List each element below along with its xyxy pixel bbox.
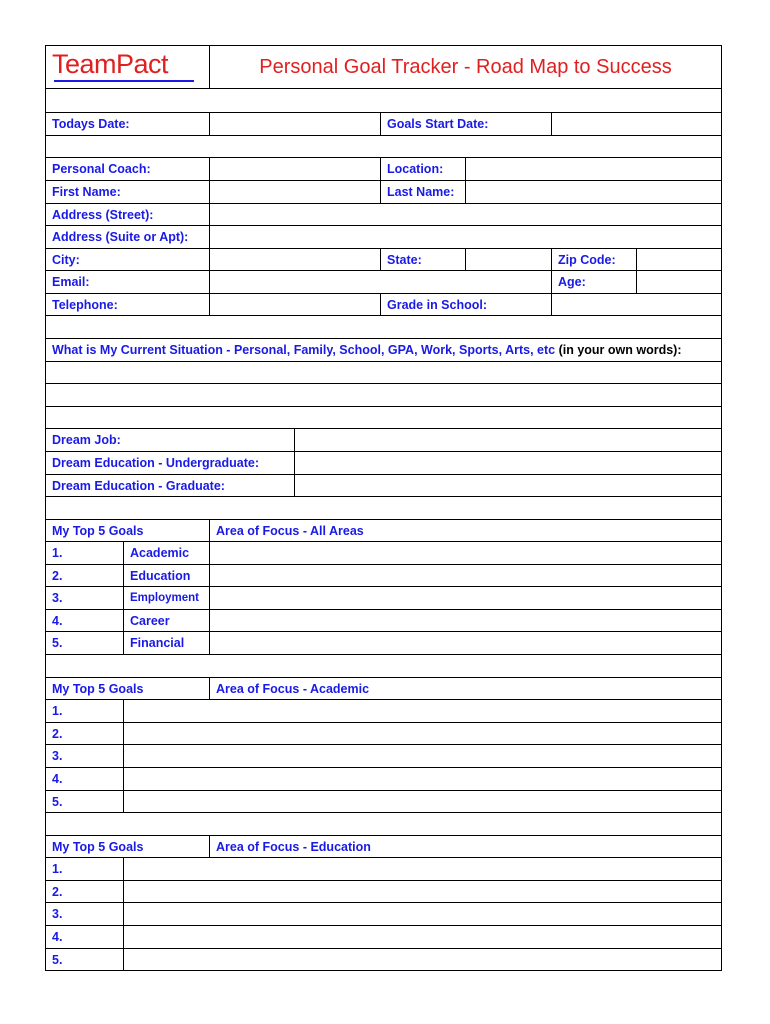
goals-academic-row	[46, 723, 721, 745]
goal-number: 3.	[46, 587, 124, 609]
name-row	[46, 181, 721, 204]
goal-field[interactable]	[124, 768, 721, 790]
goal-number: 5.	[46, 632, 124, 654]
personal-coach-field[interactable]	[210, 158, 381, 180]
spacer-row	[46, 136, 721, 158]
goals-start-date-label: Goals Start Date:	[381, 113, 552, 135]
goals-all-row	[46, 565, 721, 587]
last-name-label: Last Name:	[381, 181, 466, 203]
goals-education-heading: My Top 5 Goals	[46, 836, 210, 857]
situation-answer-line-1[interactable]	[46, 362, 721, 384]
goals-education-focus: Area of Focus - Education	[216, 839, 371, 854]
goal-area: Financial	[124, 632, 210, 654]
address-street-label: Address (Street):	[46, 204, 210, 225]
spacer-row	[46, 316, 721, 339]
spacer-row	[46, 89, 721, 113]
situation-note: (in your own words):	[558, 343, 682, 357]
email-row	[46, 271, 721, 294]
dream-undergrad-field[interactable]	[295, 452, 721, 474]
coach-row	[46, 158, 721, 181]
address-suite-field[interactable]	[210, 226, 721, 248]
goal-field[interactable]	[124, 700, 721, 722]
goals-academic-heading: My Top 5 Goals	[46, 678, 210, 699]
dream-graduate-label: Dream Education - Graduate:	[46, 475, 295, 496]
goal-number: 1.	[46, 542, 124, 564]
goal-field[interactable]	[124, 926, 721, 948]
goals-all-row	[46, 632, 721, 655]
teampact-logo	[46, 46, 210, 89]
age-field[interactable]	[637, 271, 721, 293]
goal-field[interactable]	[210, 632, 721, 654]
address-suite-row	[46, 226, 721, 249]
location-field[interactable]	[466, 158, 721, 180]
dream-undergrad-label: Dream Education - Undergraduate:	[46, 452, 295, 474]
goal-field[interactable]	[210, 587, 721, 609]
dream-graduate-field[interactable]	[295, 475, 721, 496]
logo-text: TeamPact	[52, 49, 169, 79]
email-field[interactable]	[210, 271, 552, 293]
goal-number: 2.	[46, 881, 124, 902]
goal-number: 2.	[46, 723, 124, 744]
address-suite-label: Address (Suite or Apt):	[46, 226, 210, 248]
grade-in-school-label: Grade in School:	[381, 294, 552, 315]
goal-area: Employment	[124, 587, 210, 609]
goal-tracker-form	[45, 45, 722, 971]
goal-number: 4.	[46, 768, 124, 790]
spacer-row	[46, 655, 721, 678]
goal-area: Academic	[124, 542, 210, 564]
goal-number: 4.	[46, 926, 124, 948]
state-label: State:	[381, 249, 466, 270]
todays-date-field[interactable]	[210, 113, 381, 135]
dream-graduate-row	[46, 475, 721, 497]
telephone-label: Telephone:	[46, 294, 210, 315]
city-row	[46, 249, 721, 271]
goal-field[interactable]	[124, 949, 721, 970]
telephone-field[interactable]	[210, 294, 381, 315]
location-label: Location:	[381, 158, 466, 180]
situation-question-row	[46, 339, 721, 362]
last-name-field[interactable]	[466, 181, 721, 203]
goals-all-row	[46, 610, 721, 632]
state-field[interactable]	[466, 249, 552, 270]
spacer-row	[46, 813, 721, 836]
city-field[interactable]	[210, 249, 381, 270]
goal-number: 1.	[46, 700, 124, 722]
address-street-row	[46, 204, 721, 226]
todays-date-label: Todays Date:	[46, 113, 210, 135]
situation-answer-line-2[interactable]	[46, 384, 721, 407]
goals-academic-header-row	[46, 678, 721, 700]
goals-education-row	[46, 881, 721, 903]
goal-number: 4.	[46, 610, 124, 631]
first-name-label: First Name:	[46, 181, 210, 203]
goal-field[interactable]	[210, 610, 721, 631]
telephone-row	[46, 294, 721, 316]
goal-area: Education	[124, 565, 210, 586]
goal-field[interactable]	[124, 858, 721, 880]
goal-number: 1.	[46, 858, 124, 880]
goals-academic-row	[46, 745, 721, 768]
goal-number: 3.	[46, 745, 124, 767]
city-label: City:	[46, 249, 210, 270]
goals-education-header-row	[46, 836, 721, 858]
goals-all-row	[46, 542, 721, 565]
goals-start-date-field[interactable]	[552, 113, 721, 135]
goals-all-row	[46, 587, 721, 610]
dream-job-label: Dream Job:	[46, 429, 295, 451]
goals-education-row	[46, 949, 721, 970]
goals-education-row	[46, 926, 721, 949]
goal-field[interactable]	[124, 881, 721, 902]
goals-education-row	[46, 903, 721, 926]
zip-code-label: Zip Code:	[552, 249, 637, 270]
goals-all-heading: My Top 5 Goals	[46, 520, 210, 541]
dream-undergrad-row	[46, 452, 721, 475]
dream-job-row	[46, 429, 721, 452]
goal-field[interactable]	[210, 542, 721, 564]
goal-field[interactable]	[124, 723, 721, 744]
zip-code-field[interactable]	[637, 249, 721, 270]
goals-academic-row	[46, 768, 721, 791]
goal-number: 3.	[46, 903, 124, 925]
grade-in-school-field[interactable]	[552, 294, 721, 315]
goal-number: 2.	[46, 565, 124, 586]
goals-education-row	[46, 858, 721, 881]
personal-coach-label: Personal Coach:	[46, 158, 210, 180]
situation-question	[46, 339, 721, 361]
logo-underline	[54, 80, 194, 82]
first-name-field[interactable]	[210, 181, 381, 203]
goals-academic-row	[46, 791, 721, 813]
dream-job-field[interactable]	[295, 429, 721, 451]
email-label: Email:	[46, 271, 210, 293]
date-row	[46, 113, 721, 136]
goal-number: 5.	[46, 791, 124, 812]
situation-answer-line-3[interactable]	[46, 407, 721, 429]
goal-field[interactable]	[124, 791, 721, 812]
goals-academic-row	[46, 700, 721, 723]
goals-all-focus: Area of Focus - All Areas	[216, 523, 364, 538]
goal-field[interactable]	[210, 565, 721, 586]
goal-field[interactable]	[124, 745, 721, 767]
goal-field[interactable]	[124, 903, 721, 925]
page-title: Personal Goal Tracker - Road Map to Success	[210, 46, 721, 89]
spacer-row	[46, 497, 721, 520]
goals-academic-focus: Area of Focus - Academic	[216, 681, 370, 696]
age-label: Age:	[552, 271, 637, 293]
situation-question-text: What is My Current Situation - Personal, Family, School, GPA, Work, Sports, Arts, etc	[52, 343, 556, 357]
goals-all-header-row	[46, 520, 721, 542]
goal-number: 5.	[46, 949, 124, 970]
address-street-field[interactable]	[210, 204, 721, 225]
goal-area: Career	[124, 610, 210, 631]
